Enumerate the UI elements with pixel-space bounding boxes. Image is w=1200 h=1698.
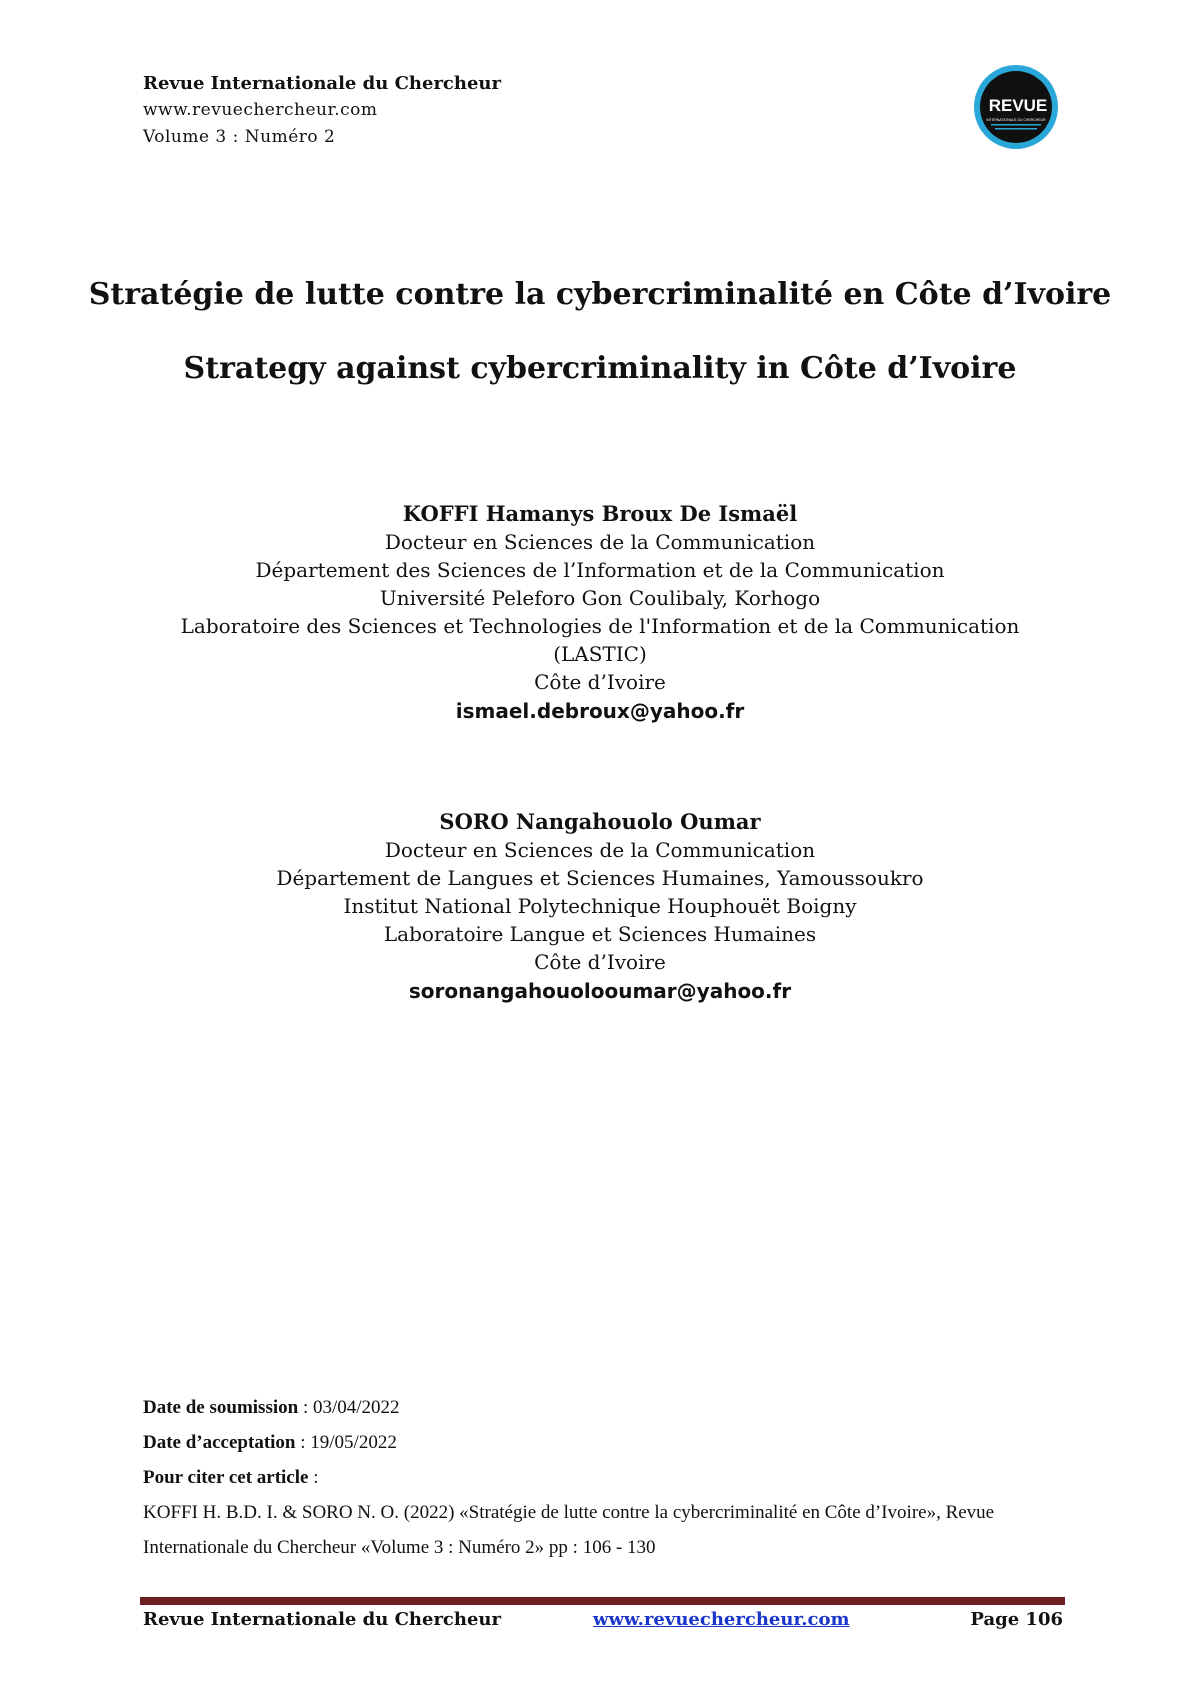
submission-date [143,1390,1083,1425]
author-affiliation-line: (LASTIC) [553,642,647,666]
author-email: soronangahouolooumar@yahoo.fr [408,979,792,1003]
logo-text: REVUE [988,96,1048,115]
author-affiliation-line: Laboratoire Langue et Sciences Humaines [383,922,817,946]
author-affiliation-line: Département de Langues et Sciences Humaines, Yamoussoukro [276,866,924,890]
author-affiliation-line: Côte d’Ivoire [534,950,666,974]
author-affiliation-line: Institut National Polytechnique Houphouët Boigny [343,894,857,918]
author-affiliation-line: Laboratoire des Sciences et Technologies de l'Information et de la Communication [180,614,1020,638]
cite-colon: : [308,1467,319,1488]
journal-volume: Volume 3 : Numéro 2 [143,127,336,147]
acceptance-date [143,1425,1083,1460]
author-affiliation-line: Côte d’Ivoire [534,670,666,694]
cite-heading [143,1460,1083,1495]
footer-journal-name: Revue Internationale du Chercheur [143,1609,502,1630]
author-1 [0,500,1200,726]
journal-header [143,70,501,151]
cite-label: Pour citer cet article [143,1467,309,1488]
acceptance-label: Date d’acceptation [143,1432,296,1453]
author-2 [0,808,1200,1006]
citation-block [143,1390,1083,1565]
acceptance-value: : 19/05/2022 [295,1432,397,1453]
journal-logo [973,64,1059,150]
author-email: ismael.debroux@yahoo.fr [455,699,745,723]
journal-url: www.revuechercheur.com [143,100,378,120]
author-affiliation-line: Département des Sciences de l’Information et de la Communication [255,558,945,582]
journal-name: Revue Internationale du Chercheur [143,73,502,94]
author-affiliation-line: Université Peleforo Gon Coulibaly, Korhogo [379,586,821,610]
author-affiliation-line: Docteur en Sciences de la Communication [384,530,816,554]
page-number: Page 106 [970,1609,1063,1630]
submission-label: Date de soumission [143,1397,299,1418]
cite-text: KOFFI H. B.D. I. & SORO N. O. (2022) «Stratégie de lutte contre la cybercriminalité en Côte d’Ivoire», Revue Internationale du Chercheur «Volume 3 : Numéro 2» pp : 106 - 130 [143,1502,995,1558]
logo-subtext: INTERNATIONALE DU CHERCHEUR [986,118,1046,122]
author-name: KOFFI Hamanys Broux De Ismaël [402,501,798,526]
submission-value: : 03/04/2022 [298,1397,400,1418]
page-footer [143,1609,1063,1637]
footer-journal-link[interactable]: www.revuechercheur.com [593,1609,850,1630]
author-name: SORO Nangahouolo Oumar [439,809,761,834]
title-french: Stratégie de lutte contre la cybercriminalité en Côte d’Ivoire [88,277,1112,312]
footer-rule [140,1597,1065,1605]
title-english: Strategy against cybercriminality in Côte d’Ivoire [183,351,1017,386]
author-affiliation-line: Docteur en Sciences de la Communication [384,838,816,862]
article-titles [0,276,1200,424]
